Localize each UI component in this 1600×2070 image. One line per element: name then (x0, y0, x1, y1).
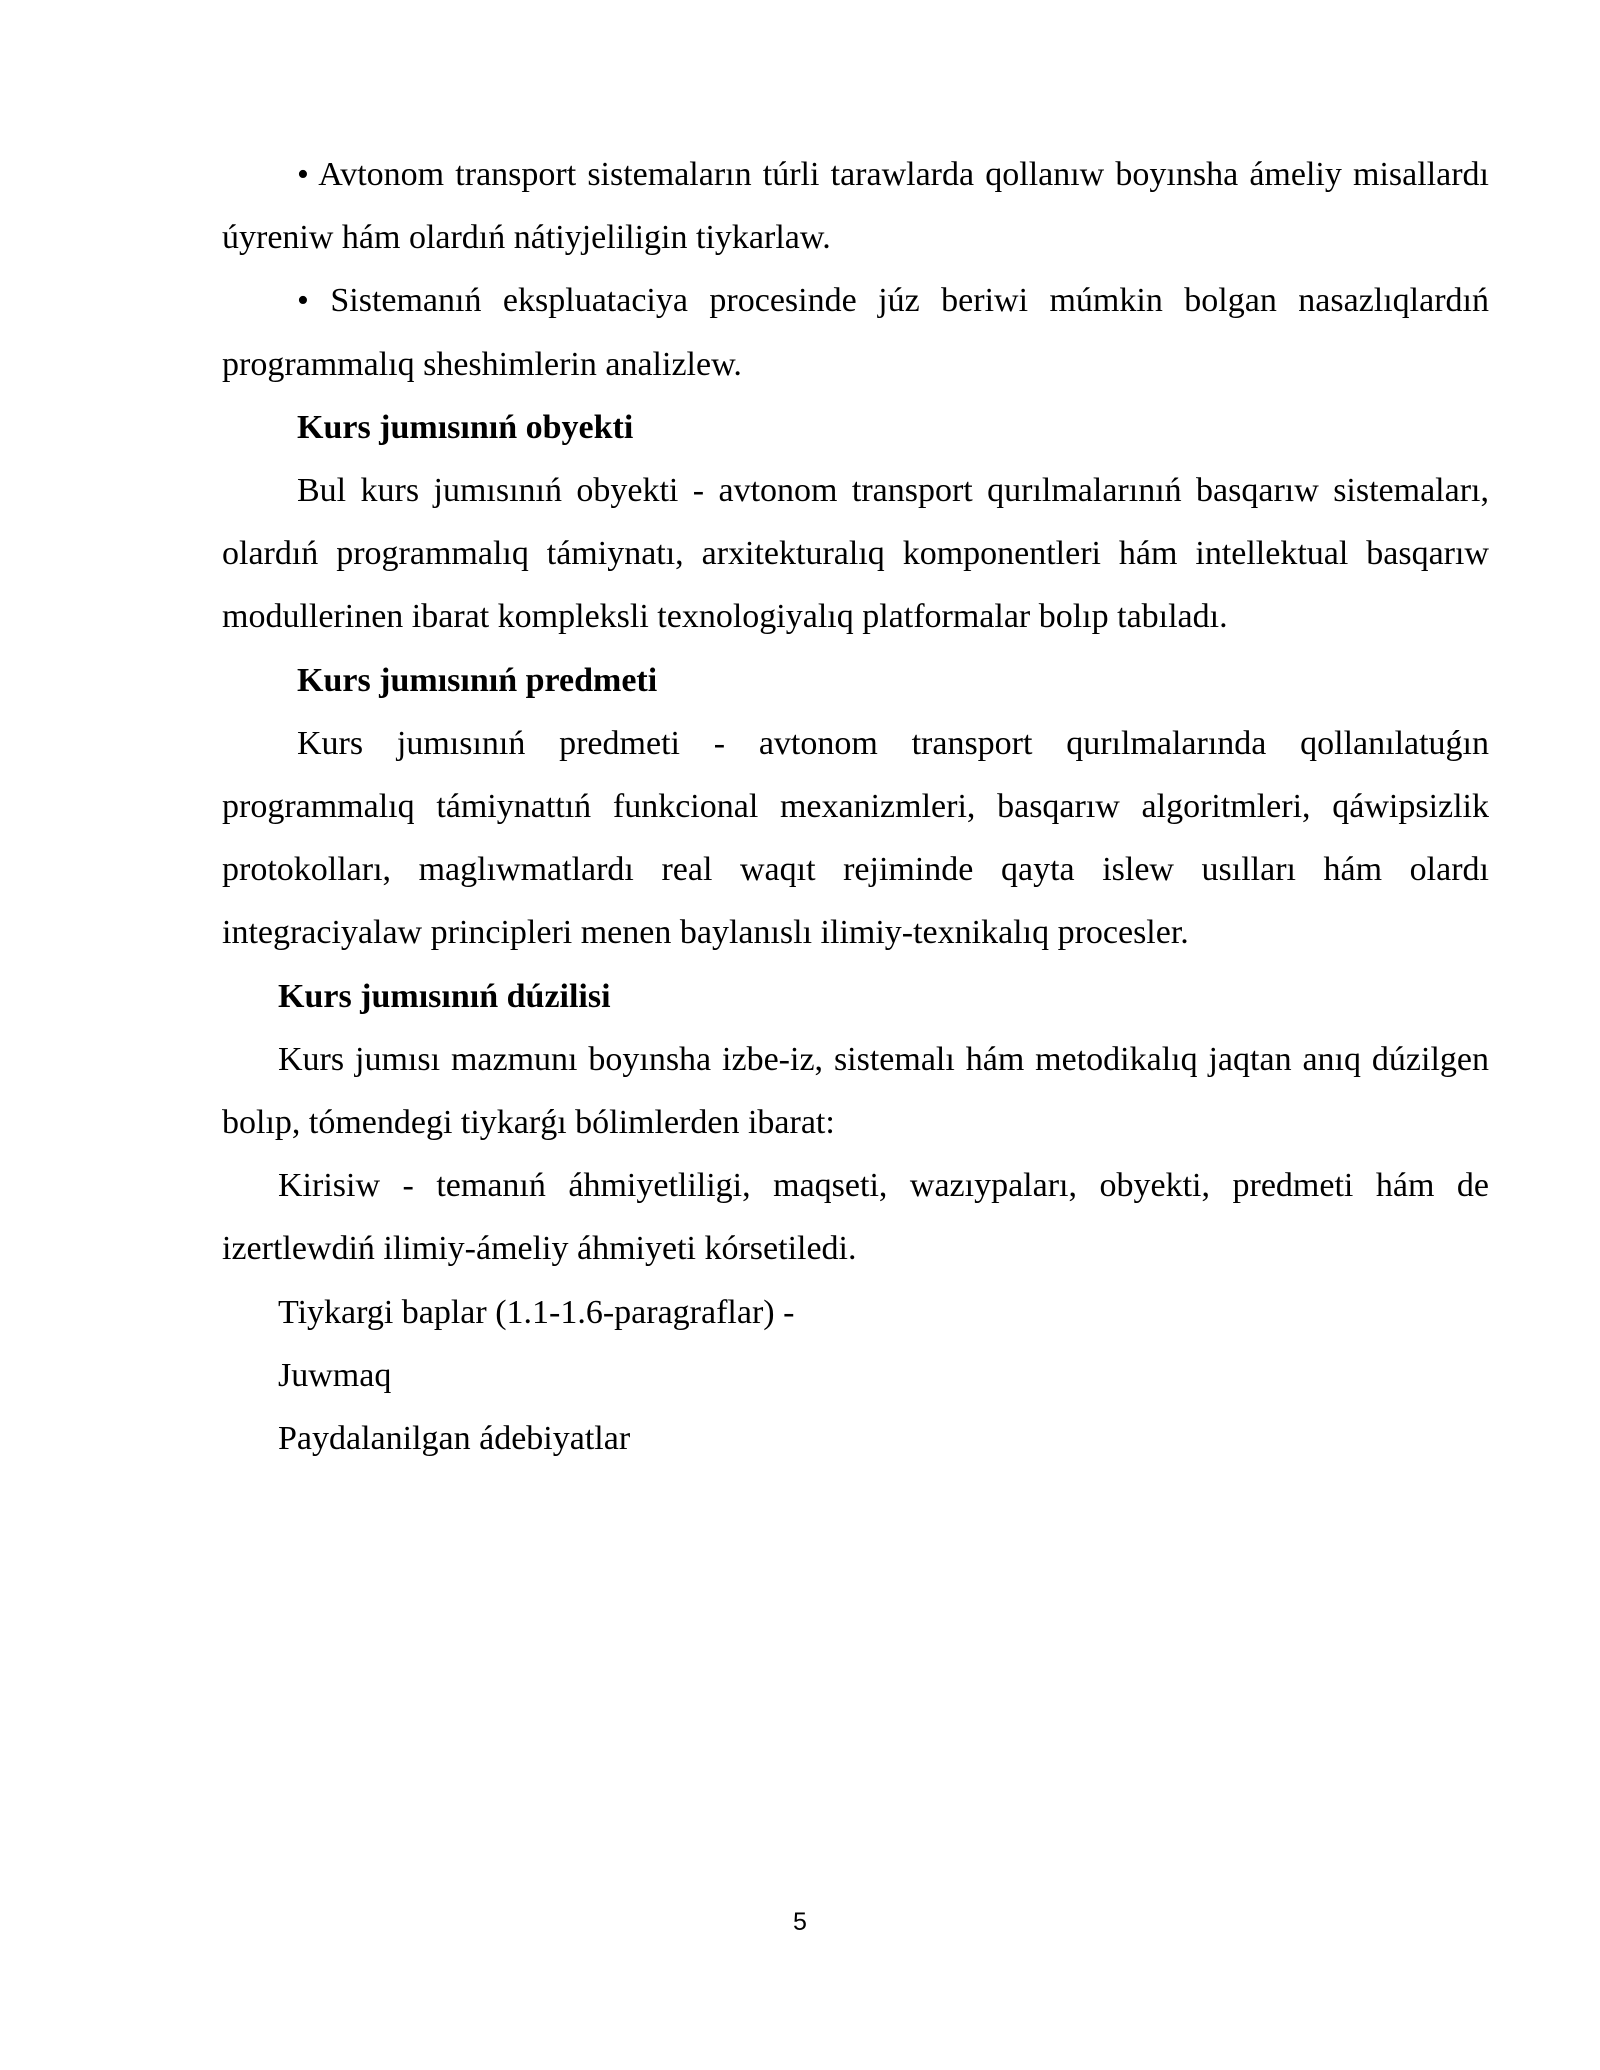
page-content (222, 143, 1489, 1470)
structure-paragraph: Kurs jumısı mazmunı boyınsha izbe-iz, sistemalı hám metodikalıq jaqtan anıq dúzilgen bolıp, tómendegi tiykarǵı bólimlerden ibarat: (222, 1040, 1489, 1142)
references-line: Paydalanilgan ádebiyatlar (278, 1420, 631, 1458)
introduction-paragraph: Kirisiw - temanıń áhmiyetliligi, maqseti, wazıypaları, obyekti, predmeti hám de izertlewdiń ilimiy-ámeliy áhmiyeti kórsetiledi. (222, 1167, 1489, 1268)
heading-subject: Kurs jumısınıń predmeti (297, 661, 658, 699)
bullet-paragraph-2: • Sistemanıń ekspluataciya procesinde júz beriwi múmkin bolgan nasazlıqlardıń programmalıq sheshimlerin analizlew. (222, 282, 1489, 383)
object-paragraph: Bul kurs jumısınıń obyekti - avtonom transport qurılmalarınıń basqarıw sistemaları, olardıń programmalıq támiynatı, arxitekturalıq komponentleri hám intellektual basqarıw modullerinen ibarat kompleksli texnologiyalıq platformalar bolıp tabıladı. (222, 472, 1489, 636)
subject-paragraph: Kurs jumısınıń predmeti - avtonom transport qurılmalarında qollanılatuǵın programmalıq támiynattıń funkcional mexanizmleri, basqarıw algoritmleri, qáwipsizlik protokolları, maglıwmatlardı real waqıt rejiminde qayta islew usılları hám olardı integraciyalaw principleri menen baylanıslı ilimiy-texnikalıq procesler. (222, 724, 1489, 952)
heading-structure: Kurs jumısınıń dúzilisi (278, 977, 611, 1015)
chapters-line: Tiykargi baplar (1.1-1.6-paragraflar) - (278, 1293, 795, 1331)
conclusion-line: Juwmaq (278, 1356, 392, 1394)
heading-object: Kurs jumısınıń obyekti (297, 408, 634, 446)
bullet-paragraph-1: • Avtonom transport sistemaların túrli tarawlarda qollanıw boyınsha ámeliy misallardı úyreniw hám olardıń nátiyjeliligin tiykarlaw. (222, 156, 1489, 257)
page-number: 5 (793, 1908, 807, 1936)
